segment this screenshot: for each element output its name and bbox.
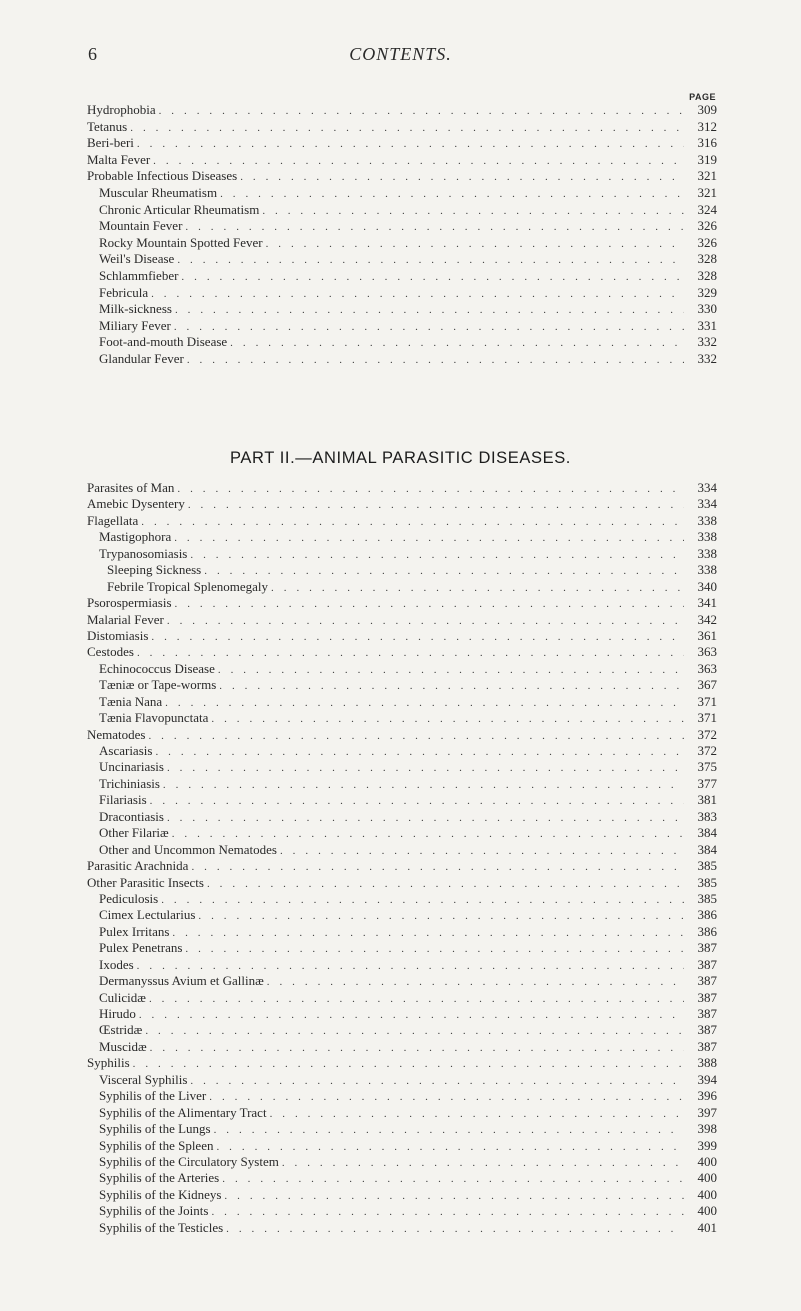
toc-entry-title: Pulex Penetrans — [99, 940, 183, 956]
toc-entry-title: Syphilis of the Liver — [99, 1088, 207, 1104]
toc-entry-title: Schlammfieber — [99, 267, 179, 283]
toc-entry-page: 363 — [697, 644, 717, 660]
contents-section-part-one — [87, 102, 717, 368]
toc-entry-title: Malta Fever — [87, 151, 151, 167]
toc-entry-page: 334 — [697, 496, 717, 512]
toc-entry — [87, 119, 717, 136]
toc-entry-title: Miliary Fever — [99, 317, 171, 333]
toc-entry — [87, 759, 717, 775]
page-column-label: PAGE — [689, 92, 716, 102]
toc-entry — [87, 185, 717, 202]
toc-entry — [87, 644, 717, 660]
toc-entry-title: Culicidæ — [99, 989, 146, 1005]
dot-leader — [167, 613, 684, 628]
toc-entry — [87, 1088, 717, 1104]
toc-entry-title: Hirudo — [99, 1006, 136, 1021]
dot-leader — [153, 153, 684, 169]
dot-leader — [190, 547, 684, 562]
toc-entry — [87, 152, 717, 169]
toc-entry-title: Filariasis — [99, 792, 147, 808]
toc-entry-title: Syphilis of the Alimentary Tract — [99, 1104, 267, 1120]
dot-leader — [224, 1188, 684, 1203]
contents-section-part-two — [87, 480, 717, 1236]
toc-entry-title: Febrile Tropical Splenomegaly — [107, 578, 269, 594]
toc-entry-page: 338 — [697, 545, 717, 561]
toc-entry-title: Mountain Fever — [99, 218, 183, 234]
dot-leader — [204, 563, 684, 578]
toc-entry — [87, 351, 717, 368]
toc-entry-title: Syphilis of the Spleen — [99, 1137, 214, 1153]
dot-leader — [139, 1007, 684, 1022]
dot-leader — [191, 859, 684, 874]
toc-entry-title: Hydrophobia — [87, 102, 156, 117]
toc-entry-page: 372 — [697, 726, 717, 742]
toc-entry — [87, 973, 717, 989]
toc-entry — [87, 612, 717, 628]
dot-leader — [270, 1106, 684, 1121]
toc-entry-page: 328 — [697, 267, 717, 283]
toc-entry — [87, 168, 717, 185]
toc-entry — [87, 1121, 717, 1137]
dot-leader — [137, 958, 684, 973]
toc-entry-page: 338 — [697, 529, 717, 545]
dot-leader — [150, 793, 684, 808]
toc-entry-title: Malarial Fever — [87, 611, 164, 627]
toc-entry — [87, 809, 717, 825]
toc-entry-title: Tænia Nana — [99, 693, 163, 709]
dot-leader — [149, 991, 684, 1006]
toc-entry-title: Trichiniasis — [99, 775, 160, 791]
toc-entry — [87, 1006, 717, 1022]
toc-entry-title: Pediculosis — [99, 890, 159, 906]
toc-entry — [87, 1220, 717, 1236]
toc-entry-title: Other Parasitic Insects — [87, 874, 204, 890]
toc-entry-page: 385 — [697, 874, 717, 890]
toc-entry — [87, 496, 717, 512]
toc-entry-page: 375 — [697, 759, 717, 775]
toc-entry-page: 387 — [697, 940, 717, 956]
toc-entry-title: Uncinariasis — [99, 759, 164, 775]
toc-entry — [87, 1154, 717, 1170]
toc-entry — [87, 957, 717, 973]
dot-leader — [222, 1171, 684, 1186]
dot-leader — [219, 678, 684, 693]
toc-entry-page: 329 — [697, 284, 717, 300]
toc-entry-page: 387 — [697, 989, 717, 1005]
dot-leader — [137, 136, 684, 152]
toc-entry-title: Pulex Irritans — [99, 923, 170, 939]
toc-entry — [87, 301, 717, 318]
toc-entry — [87, 776, 717, 792]
toc-entry-page: 381 — [697, 792, 717, 808]
toc-entry — [87, 268, 717, 285]
dot-leader — [175, 302, 684, 318]
toc-entry-page: 319 — [697, 151, 717, 167]
dot-leader — [151, 629, 684, 644]
toc-entry-title: Parasites of Man — [87, 480, 175, 495]
dot-leader — [230, 335, 684, 351]
dot-leader — [211, 711, 684, 726]
toc-entry — [87, 251, 717, 268]
toc-entry-title: Mastigophora — [99, 529, 172, 545]
toc-entry — [87, 1170, 717, 1186]
toc-entry-page: 371 — [697, 710, 717, 726]
toc-entry-page: 396 — [697, 1088, 717, 1104]
toc-entry-page: 341 — [697, 595, 717, 611]
dot-leader — [240, 169, 684, 185]
toc-entry-title: Muscidæ — [99, 1038, 147, 1054]
toc-entry — [87, 334, 717, 351]
toc-entry-title: Tetanus — [87, 118, 128, 134]
dot-leader — [137, 645, 684, 660]
dot-leader — [211, 1204, 684, 1219]
toc-entry — [87, 710, 717, 726]
toc-entry-title: Sleeping Sickness — [107, 562, 202, 578]
dot-leader — [163, 777, 684, 792]
toc-entry — [87, 318, 717, 335]
toc-entry-page: 386 — [697, 907, 717, 923]
dot-leader — [151, 286, 684, 302]
dot-leader — [175, 596, 685, 611]
toc-entry-page: 385 — [697, 890, 717, 906]
toc-entry-page: 328 — [697, 251, 717, 267]
toc-entry-page: 400 — [697, 1153, 717, 1169]
dot-leader — [198, 908, 684, 923]
toc-entry-page: 321 — [697, 168, 717, 184]
toc-entry — [87, 202, 717, 219]
toc-entry — [87, 1203, 717, 1219]
dot-leader — [159, 103, 684, 119]
toc-entry — [87, 1187, 717, 1203]
toc-entry-page: 387 — [697, 1006, 717, 1021]
toc-entry-title: Syphilis of the Lungs — [99, 1121, 211, 1137]
toc-entry — [87, 743, 717, 759]
dot-leader — [226, 1221, 684, 1236]
toc-entry-page: 397 — [697, 1104, 717, 1120]
toc-entry-title: Syphilis of the Testicles — [99, 1219, 224, 1235]
toc-entry-title: Syphilis of the Circulatory System — [99, 1153, 279, 1169]
dot-leader — [150, 1040, 684, 1055]
dot-leader — [188, 497, 684, 512]
toc-entry — [87, 1039, 717, 1055]
dot-leader — [187, 352, 684, 368]
toc-entry — [87, 235, 717, 252]
dot-leader — [177, 252, 684, 268]
toc-entry — [87, 1105, 717, 1121]
toc-entry — [87, 1138, 717, 1154]
toc-entry-page: 399 — [697, 1137, 717, 1153]
toc-entry-page: 387 — [697, 1022, 717, 1038]
toc-entry-page: 324 — [697, 201, 717, 217]
toc-entry-title: Distomiasis — [87, 627, 149, 643]
toc-entry-page: 326 — [697, 218, 717, 234]
dot-leader — [220, 186, 684, 202]
toc-entry — [87, 825, 717, 841]
toc-entry-page: 372 — [697, 743, 717, 758]
toc-entry — [87, 562, 717, 578]
toc-entry-page: 316 — [697, 135, 717, 151]
dot-leader — [185, 219, 684, 235]
dot-leader — [282, 1155, 684, 1170]
dot-leader — [155, 744, 684, 759]
toc-entry-page: 385 — [697, 858, 717, 874]
dot-leader — [181, 269, 684, 285]
toc-entry — [87, 875, 717, 891]
toc-entry-title: Syphilis of the Arteries — [99, 1170, 220, 1186]
toc-entry-page: 367 — [697, 677, 717, 693]
toc-entry — [87, 102, 717, 119]
toc-entry-page: 400 — [697, 1203, 717, 1219]
toc-entry-title: Parasitic Arachnida — [87, 858, 189, 874]
toc-entry-page: 312 — [697, 118, 717, 134]
dot-leader — [165, 695, 684, 710]
dot-leader — [218, 662, 684, 677]
toc-entry — [87, 727, 717, 743]
toc-entry-page: 321 — [697, 184, 717, 200]
part-heading: PART II.—ANIMAL PARASITIC DISEASES. — [229, 449, 571, 467]
toc-entry — [87, 1055, 717, 1071]
toc-entry-title: Œstridæ — [99, 1022, 143, 1038]
toc-entry — [87, 546, 717, 562]
toc-entry-page: 394 — [697, 1071, 717, 1087]
toc-entry-title: Syphilis of the Joints — [99, 1203, 209, 1219]
toc-entry-page: 342 — [697, 611, 717, 627]
toc-entry-title: Tænia Flavopunctata — [99, 710, 209, 726]
page-number: 6 — [88, 44, 98, 64]
dot-leader — [271, 580, 684, 595]
toc-entry — [87, 677, 717, 693]
toc-entry-title: Muscular Rheumatism — [99, 184, 218, 200]
toc-entry-page: 338 — [697, 562, 717, 578]
toc-entry — [87, 135, 717, 152]
toc-entry — [87, 1072, 717, 1088]
toc-entry-page: 387 — [697, 956, 717, 972]
toc-entry-page: 386 — [697, 923, 717, 939]
toc-entry — [87, 480, 717, 496]
toc-entry-title: Foot-and-mouth Disease — [99, 334, 228, 350]
toc-entry — [87, 661, 717, 677]
toc-entry-page: 361 — [697, 627, 717, 643]
toc-entry-title: Nematodes — [87, 726, 146, 742]
dot-leader — [130, 120, 684, 136]
dot-leader — [161, 892, 684, 907]
toc-entry-title: Milk-sickness — [99, 301, 172, 317]
toc-entry-page: 330 — [697, 301, 717, 317]
toc-entry — [87, 842, 717, 858]
toc-entry-title: Syphilis of the Kidneys — [99, 1186, 222, 1202]
dot-leader — [207, 876, 684, 891]
toc-entry-page: 387 — [697, 973, 717, 989]
toc-entry-page: 383 — [697, 808, 717, 824]
toc-entry-title: Echinococcus Disease — [99, 660, 215, 676]
toc-entry-title: Amebic Dysentery — [87, 496, 185, 512]
toc-entry-title: Dracontiasis — [99, 808, 164, 824]
dot-leader — [145, 1023, 684, 1038]
toc-entry-page: 387 — [697, 1038, 717, 1054]
toc-entry — [87, 218, 717, 235]
toc-entry-title: Syphilis — [87, 1055, 130, 1071]
toc-entry — [87, 628, 717, 644]
toc-entry-title: Beri-beri — [87, 135, 134, 151]
dot-leader — [262, 203, 684, 219]
dot-leader — [214, 1122, 684, 1137]
dot-leader — [148, 728, 684, 743]
toc-entry — [87, 694, 717, 710]
toc-entry-page: 388 — [697, 1055, 717, 1071]
dot-leader — [172, 826, 684, 841]
toc-entry — [87, 513, 717, 529]
dot-leader — [266, 236, 684, 252]
toc-entry-title: Cimex Lectularius — [99, 907, 196, 923]
toc-entry-page: 332 — [697, 350, 717, 366]
dot-leader — [167, 760, 684, 775]
toc-entry-title: Ascariasis — [99, 743, 153, 758]
dot-leader — [216, 1139, 684, 1154]
running-head — [0, 44, 801, 70]
toc-entry-title: Trypanosomiasis — [99, 545, 188, 561]
toc-entry-title: Psorospermiasis — [87, 595, 172, 611]
toc-entry — [87, 792, 717, 808]
toc-entry-page: 398 — [697, 1121, 717, 1137]
toc-entry-page: 334 — [697, 480, 717, 495]
dot-leader — [185, 941, 684, 956]
toc-entry-title: Other and Uncommon Nematodes — [99, 841, 277, 857]
dot-leader — [174, 530, 684, 545]
toc-entry-title: Rocky Mountain Spotted Fever — [99, 234, 263, 250]
toc-entry-title: Ixodes — [99, 956, 134, 972]
dot-leader — [209, 1089, 684, 1104]
dot-leader — [172, 925, 684, 940]
toc-entry-title: Glandular Fever — [99, 350, 184, 366]
dot-leader — [174, 319, 684, 335]
toc-entry-title: Tæniæ or Tape-worms — [99, 677, 217, 693]
toc-entry-page: 309 — [697, 102, 717, 117]
toc-entry-page: 340 — [697, 578, 717, 594]
toc-entry-title: Other Filariæ — [99, 825, 169, 841]
toc-entry-title: Weil's Disease — [99, 251, 175, 267]
toc-entry — [87, 940, 717, 956]
toc-entry-page: 363 — [697, 660, 717, 676]
toc-entry-page: 371 — [697, 693, 717, 709]
toc-entry-page: 400 — [697, 1186, 717, 1202]
toc-entry-title: Probable Infectious Diseases — [87, 168, 238, 184]
toc-entry-page: 326 — [697, 234, 717, 250]
running-title: CONTENTS. — [349, 44, 452, 64]
toc-entry-title: Chronic Articular Rheumatism — [99, 201, 260, 217]
toc-entry — [87, 858, 717, 874]
toc-entry-title: Visceral Syphilis — [99, 1071, 188, 1087]
toc-entry — [87, 990, 717, 1006]
toc-entry — [87, 1022, 717, 1038]
toc-entry — [87, 891, 717, 907]
toc-entry-title: Cestodes — [87, 644, 134, 660]
toc-entry — [87, 529, 717, 545]
toc-entry — [87, 924, 717, 940]
toc-entry — [87, 285, 717, 302]
toc-entry-title: Flagellata — [87, 512, 139, 528]
toc-entry-title: Dermanyssus Avium et Gallinæ — [99, 973, 264, 989]
toc-entry-page: 331 — [697, 317, 717, 333]
toc-entry-page: 401 — [697, 1219, 717, 1235]
dot-leader — [267, 974, 684, 989]
toc-entry-page: 400 — [697, 1170, 717, 1186]
dot-leader — [280, 843, 684, 858]
dot-leader — [167, 810, 684, 825]
toc-entry-page: 384 — [697, 825, 717, 841]
dot-leader — [141, 514, 684, 529]
toc-entry — [87, 907, 717, 923]
toc-entry-title: Febricula — [99, 284, 149, 300]
toc-entry-page: 332 — [697, 334, 717, 350]
dot-leader — [177, 481, 684, 496]
toc-entry-page: 338 — [697, 512, 717, 528]
toc-entry-page: 377 — [697, 775, 717, 791]
dot-leader — [133, 1056, 684, 1071]
dot-leader — [190, 1073, 684, 1088]
toc-entry — [87, 595, 717, 611]
toc-entry-page: 384 — [697, 841, 717, 857]
toc-entry — [87, 579, 717, 595]
